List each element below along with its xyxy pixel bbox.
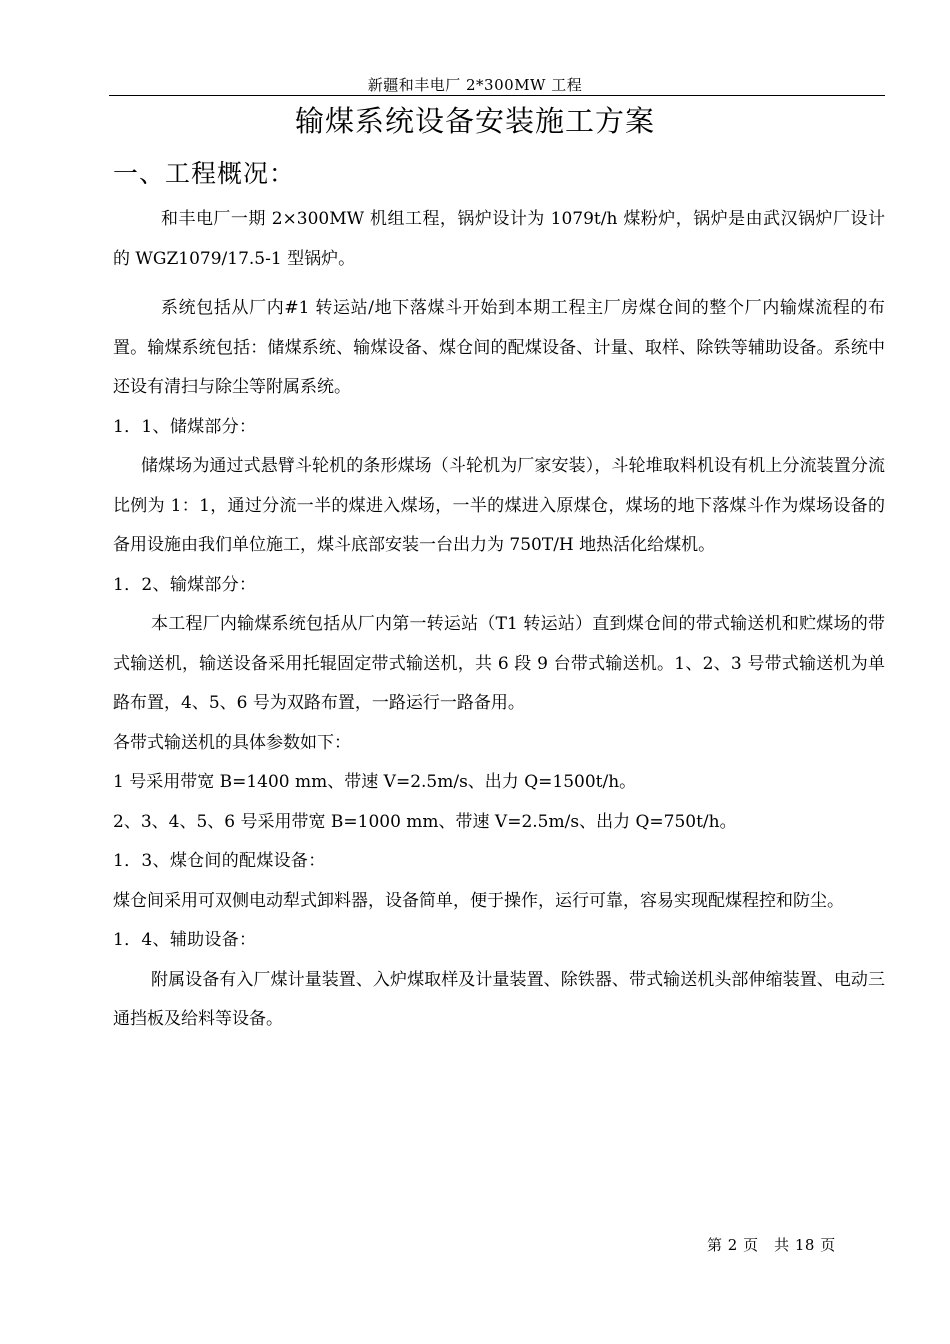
- page-header: 新疆和丰电厂 2*300MW 工程: [367, 76, 583, 94]
- document-body: [113, 200, 885, 1040]
- intro-paragraph-2: 系统包括从厂内#1 转运站/地下落煤斗开始到本期工程主厂房煤仓间的整个厂内输煤流程的布置。输煤系统包括：储煤系统、输煤设备、煤仓间的配煤设备、计量、取样、除铁等辅助设备。系统中还设有清扫与除尘等附属系统。: [113, 298, 885, 397]
- subsection-heading-1-3: 1．3、煤仓间的配煤设备：: [113, 851, 326, 871]
- intro-paragraph-1: 和丰电厂一期 2×300MW 机组工程，锅炉设计为 1079t/h 煤粉炉，锅炉是由武汉锅炉厂设计的 WGZ1079/17.5-1 型锅炉。: [113, 209, 885, 269]
- section-heading: 一、工程概况：: [113, 159, 296, 188]
- header-divider: [109, 95, 885, 96]
- page-footer: 第 2 页 共 18 页: [707, 1236, 836, 1254]
- bunker-equipment-paragraph: 煤仓间采用可双侧电动犁式卸料器，设备简单，便于操作，运行可靠，容易实现配煤程控和防尘。: [113, 890, 844, 911]
- auxiliary-equipment-paragraph: 附属设备有入厂煤计量装置、入炉煤取样及计量装置、除铁器、带式输送机头部伸缩装置、电动三通挡板及给料等设备。: [113, 969, 885, 1029]
- subsection-heading-1-1: 1．1、储煤部分：: [113, 416, 257, 437]
- subsection-heading-1-2: 1．2、输煤部分：: [113, 574, 257, 595]
- coal-conveying-paragraph: 本工程厂内输煤系统包括从厂内第一转运站（T1 转运站）直到煤仓间的带式输送机和贮煤场的带式输送机，输送设备采用托辊固定带式输送机，共 6 段 9 台带式输送机。1、2、3 号带式输送机为单路布置，4、5、6 号为双路布置，一路运行一路备用。: [113, 614, 885, 713]
- conveyor-param-1: 1 号采用带宽 B=1400 mm、带速 V=2.5m/s、出力 Q=1500t/h。: [113, 772, 637, 792]
- document-title: 输煤系统设备安装施工方案: [294, 104, 655, 138]
- subsection-heading-1-4: 1．4、辅助设备：: [113, 930, 257, 950]
- coal-storage-paragraph: 储煤场为通过式悬臂斗轮机的条形煤场（斗轮机为厂家安装），斗轮堆取料机设有机上分流装置分流比例为 1：1，通过分流一半的煤进入煤场，一半的煤进入原煤仓，煤场的地下落煤斗作为煤场设备的备用设施由我们单位施工，煤斗底部安装一台出力为 750T/H 地热活化给煤机。: [113, 456, 885, 555]
- conveyor-param-2: 2、3、4、5、6 号采用带宽 B=1000 mm、带速 V=2.5m/s、出力 Q=750t/h。: [113, 811, 737, 832]
- params-intro: 各带式输送机的具体参数如下：: [113, 732, 351, 753]
